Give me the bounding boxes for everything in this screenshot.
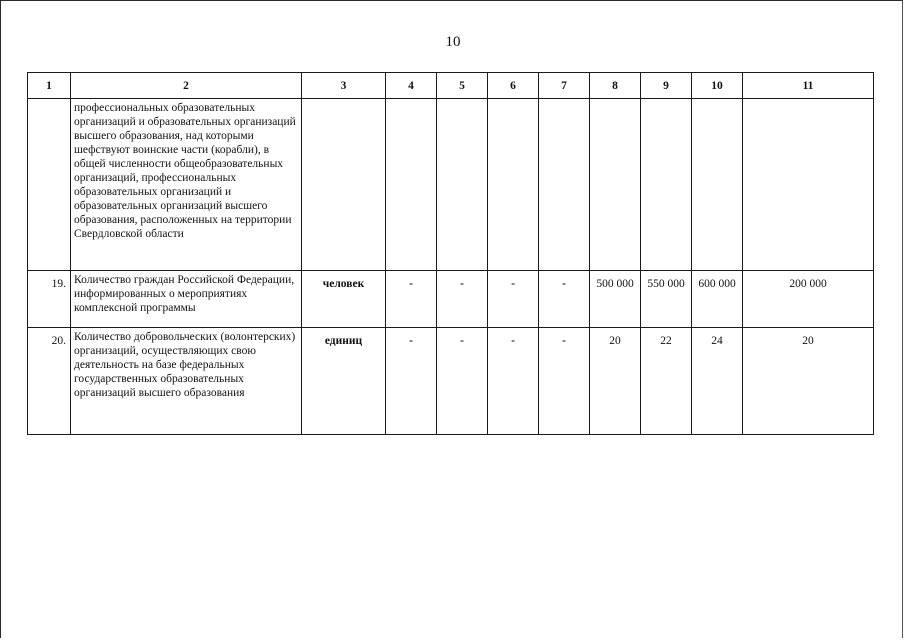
value-cell-7: - xyxy=(539,271,590,328)
value-cell-9: 550 000 xyxy=(641,271,692,328)
value-cell-6 xyxy=(488,99,539,271)
header-cell-2: 2 xyxy=(71,73,302,99)
header-cell-11: 11 xyxy=(743,73,874,99)
value-cell-4: - xyxy=(386,328,437,435)
unit-cell: единиц xyxy=(302,328,386,435)
value-cell-9 xyxy=(641,99,692,271)
value-cell-8: 20 xyxy=(590,328,641,435)
row-number: 20. xyxy=(28,328,71,435)
value-cell-8 xyxy=(590,99,641,271)
value-cell-6: - xyxy=(488,271,539,328)
value-cell-11: 200 000 xyxy=(743,271,874,328)
header-cell-5: 5 xyxy=(437,73,488,99)
value-cell-7 xyxy=(539,99,590,271)
indicator-description: Количество добровольческих (волонтерских) организаций, осуществляющих свою деятельность на базе федеральных государственных образовательных организаций высшего образования xyxy=(71,328,302,435)
value-cell-11 xyxy=(743,99,874,271)
indicator-description: профессиональных образовательных организаций и образовательных организаций высшего образования, над которыми шефствуют воинские части (корабли), в общей численности общеобразовательных организаций, профессиональных образовательных организаций и образовательных организаций высшего образования, расположенных на территории Свердловской области xyxy=(71,99,302,271)
value-cell-5: - xyxy=(437,271,488,328)
header-cell-6: 6 xyxy=(488,73,539,99)
unit-cell xyxy=(302,99,386,271)
value-cell-4: - xyxy=(386,271,437,328)
header-cell-7: 7 xyxy=(539,73,590,99)
value-cell-7: - xyxy=(539,328,590,435)
header-row xyxy=(28,73,874,99)
header-cell-8: 8 xyxy=(590,73,641,99)
header-cell-1: 1 xyxy=(28,73,71,99)
header-cell-3: 3 xyxy=(302,73,386,99)
indicator-description: Количество граждан Российской Федерации, информированных о мероприятиях комплексной программы xyxy=(71,271,302,328)
header-cell-9: 9 xyxy=(641,73,692,99)
header-cell-4: 4 xyxy=(386,73,437,99)
value-cell-5 xyxy=(437,99,488,271)
value-cell-10: 24 xyxy=(692,328,743,435)
value-cell-8: 500 000 xyxy=(590,271,641,328)
value-cell-5: - xyxy=(437,328,488,435)
header-cell-10: 10 xyxy=(692,73,743,99)
unit-cell: человек xyxy=(302,271,386,328)
value-cell-4 xyxy=(386,99,437,271)
row-number xyxy=(28,99,71,271)
table-row xyxy=(28,328,874,435)
row-number: 19. xyxy=(28,271,71,328)
indicators-table xyxy=(27,72,874,435)
value-cell-11: 20 xyxy=(743,328,874,435)
page-number: 10 xyxy=(445,34,461,50)
table-row xyxy=(28,99,874,271)
value-cell-6: - xyxy=(488,328,539,435)
value-cell-10: 600 000 xyxy=(692,271,743,328)
value-cell-10 xyxy=(692,99,743,271)
table-row xyxy=(28,271,874,328)
value-cell-9: 22 xyxy=(641,328,692,435)
